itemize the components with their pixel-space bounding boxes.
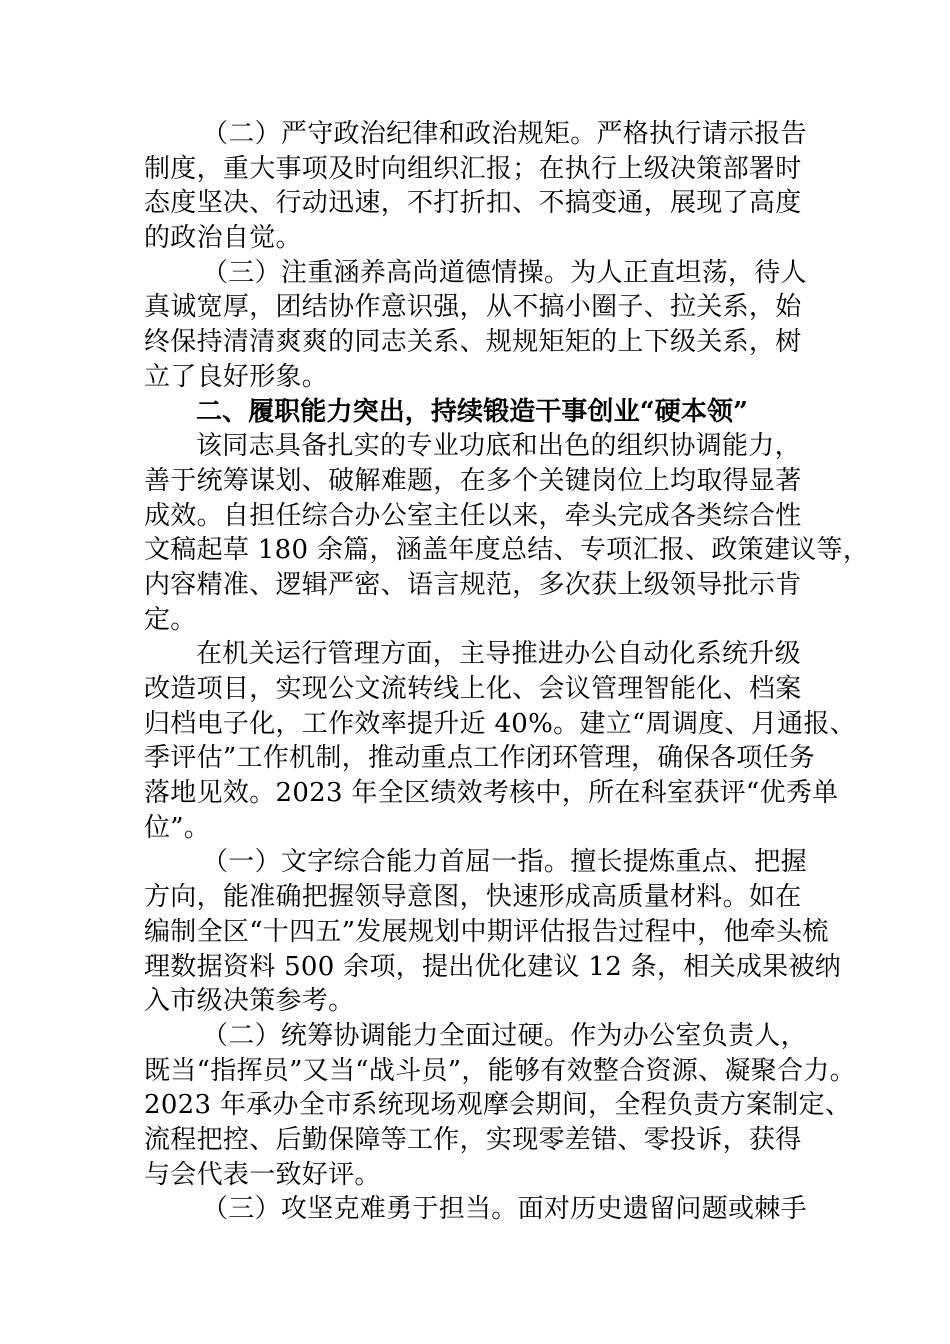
- text-line: （二）统筹协调能力全面过硬。作为办公室负责人，: [202, 1020, 807, 1051]
- text-line: 成效。自担任综合办公室主任以来，牵头完成各类综合性: [144, 500, 802, 531]
- text-line: 2023 年承办全市系统现场观摩会期间，全程负责方案制定、: [144, 1090, 852, 1121]
- text-line: 改造项目，实现公文流转线上化、会议管理智能化、档案: [144, 674, 802, 704]
- text-line: 终保持清清爽爽的同志关系、规规矩矩的上下级关系，树: [144, 327, 802, 358]
- text-line: （一）文字综合能力首屈一指。擅长提炼重点、把握: [202, 847, 807, 878]
- text-line: 的政治自觉。: [144, 223, 302, 254]
- text-line: 该同志具备扎实的专业功底和出色的组织协调能力，: [196, 431, 801, 462]
- document-body: [144, 117, 870, 1227]
- text-line: 善于统筹谋划、破解难题，在多个关键岗位上均取得显著: [144, 465, 802, 496]
- text-line: 既当“指挥员”又当“战斗员”，能够有效整合资源、凝聚合力。: [144, 1055, 856, 1086]
- section-heading: 二、履职能力突出，持续锻造干事创业“硬本领”: [196, 396, 749, 427]
- text-line: 季评估”工作机制，推动重点工作闭环管理，确保各项任务: [144, 743, 816, 774]
- text-line: 立了良好形象。: [144, 361, 329, 392]
- text-line: 制度，重大事项及时向组织汇报；在执行上级决策部署时: [144, 153, 802, 184]
- text-line: 与会代表一致好评。: [144, 1159, 381, 1190]
- text-line: 入市级决策参考。: [144, 986, 355, 1017]
- text-line: 真诚宽厚，团结协作意识强，从不搞小圈子、拉关系，始: [144, 292, 802, 323]
- text-line: 内容精准、逻辑严密、语言规范，多次获上级领导批示肯: [144, 569, 802, 600]
- text-line: （二）严守政治纪律和政治规矩。严格执行请示报告: [202, 119, 807, 149]
- text-line: 流程把控、后勤保障等工作，实现零差错、零投诉，获得: [144, 1124, 802, 1155]
- text-line: （三）注重涵养高尚道德情操。为人正直坦荡，待人: [202, 257, 807, 288]
- text-line: （三）攻坚克难勇于担当。面对历史遗留问题或棘手: [202, 1194, 807, 1225]
- text-line: 编制全区“十四五”发展规划中期评估报告过程中，他牵头梳: [144, 916, 829, 947]
- text-line: 定。: [144, 604, 197, 635]
- text-line: 位”。: [144, 812, 211, 843]
- text-line: 落地见效。2023 年全区绩效考核中，所在科室获评“优秀单: [144, 778, 839, 809]
- text-line: 理数据资料 500 余项，提出优化建议 12 条，相关成果被纳: [144, 951, 842, 982]
- text-line: 文稿起草 180 余篇，涵盖年度总结、专项汇报、政策建议等，: [144, 535, 870, 566]
- text-line: 方向，能准确把握领导意图，快速形成高质量材料。如在: [144, 882, 802, 913]
- text-line: 归档电子化，工作效率提升近 40%。建立“周调度、月通报、: [144, 708, 857, 739]
- text-line: 态度坚决、行动迅速，不打折扣、不搞变通，展现了高度: [144, 188, 802, 219]
- text-line: 在机关运行管理方面，主导推进办公自动化系统升级: [196, 639, 801, 670]
